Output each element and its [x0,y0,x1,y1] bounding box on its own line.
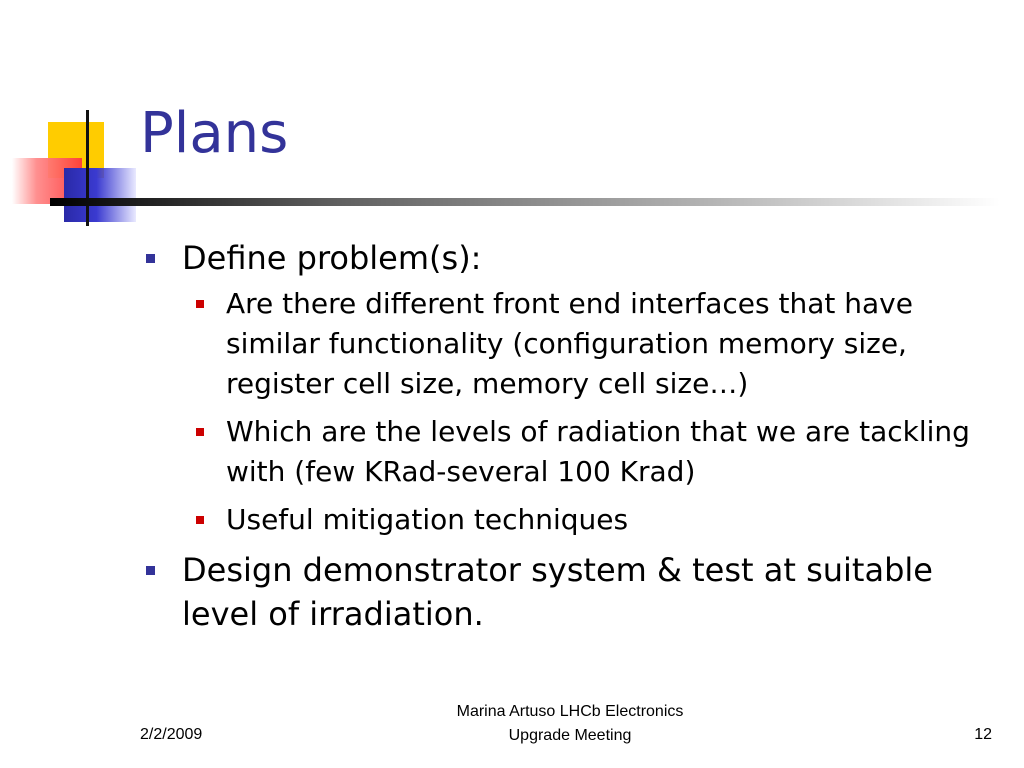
square-bullet-icon [146,254,155,263]
footer-title [390,700,750,748]
slide-title: Plans [140,101,289,166]
bullet-text: Design demonstrator system & test at suitable level of irradiation. [182,551,933,633]
bullet-text: Useful mitigation techniques [226,503,629,536]
logo-blue-square [64,168,136,222]
footer-title-line2: Upgrade Meeting [508,727,632,744]
square-bullet-icon [196,516,204,524]
square-bullet-icon [146,566,155,575]
slide-content [140,236,1000,640]
footer-title-line1: Marina Artuso LHCb Electronics [456,703,684,720]
footer-date: 2/2/2009 [140,726,203,743]
logo-vertical-line [86,110,89,226]
bullet-level2 [140,284,1000,404]
bullet-level2 [140,412,1000,492]
square-bullet-icon [196,428,204,436]
bullet-level2 [140,500,1000,540]
page-number: 12 [974,726,992,743]
bullet-text: Are there different front end interfaces that have similar functionality (configuration memory size, register cell size, memory cell size…) [226,287,913,400]
bullet-level1 [140,236,1000,280]
bullet-level1 [140,548,1000,636]
bullet-text: Which are the levels of radiation that we are tackling with (few KRad-several 100 Krad) [226,415,970,488]
title-underline [50,198,1000,206]
bullet-text: Define problem(s): [182,239,482,277]
square-bullet-icon [196,300,204,308]
